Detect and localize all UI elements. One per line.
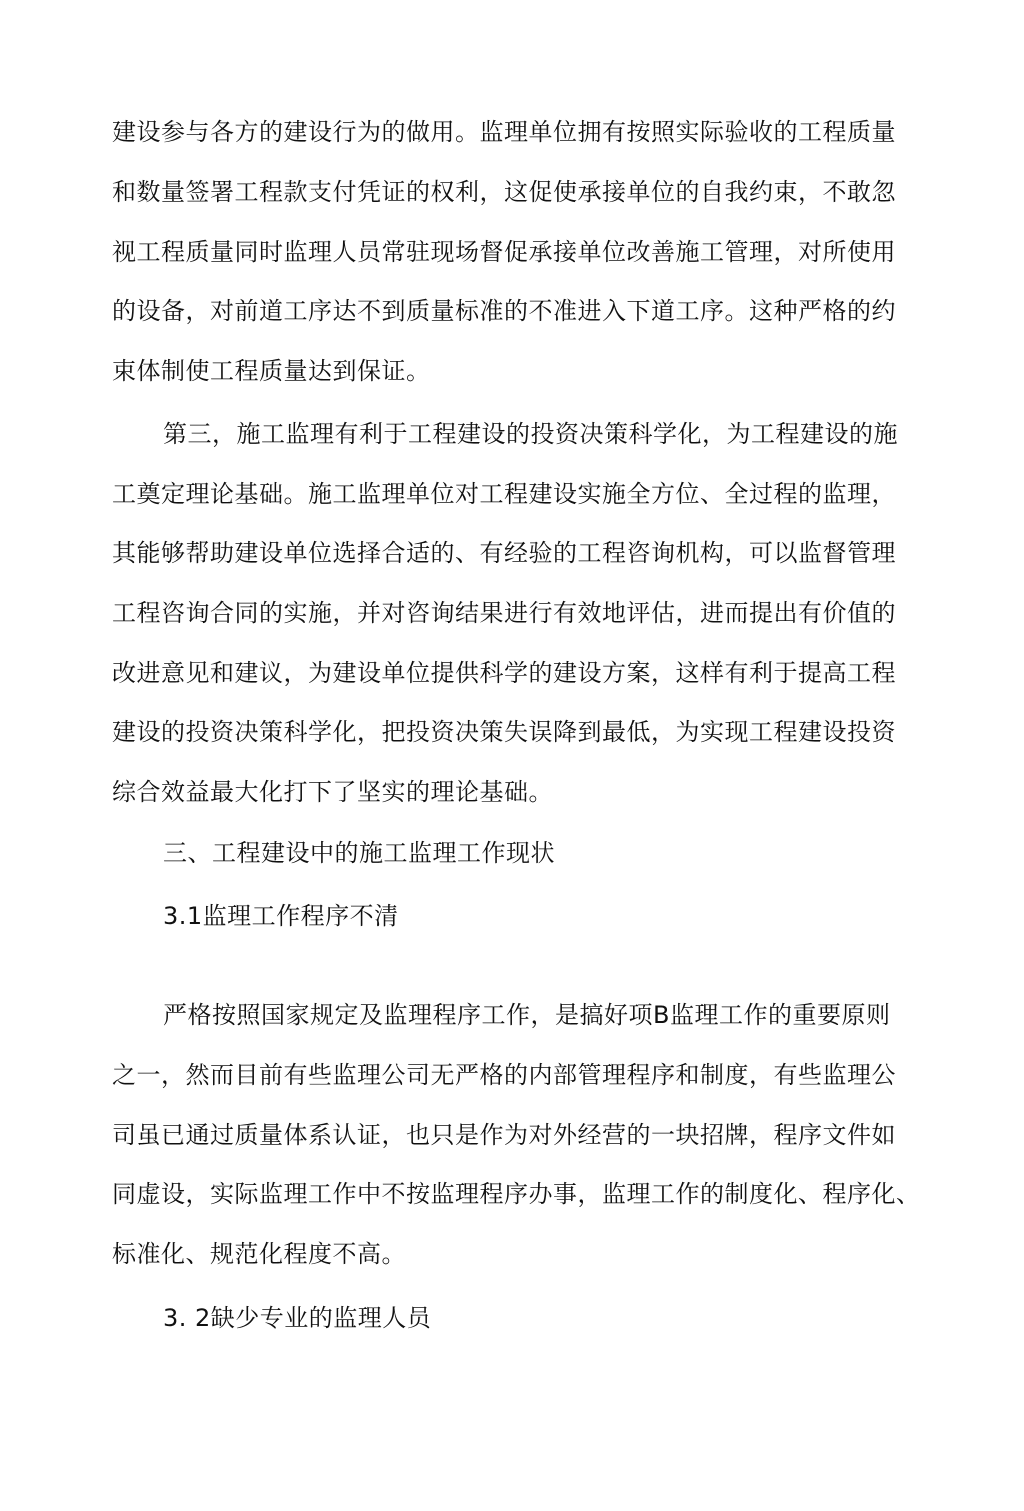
text-line: 建设的投资决策科学化，把投资决策失误降到最低，为实现工程建设投资 (112, 718, 896, 746)
text-line: 视工程质量同时监理人员常驻现场督促承接单位改善施工管理，对所使用 (112, 238, 896, 266)
text-line: 束体制使工程质量达到保证。 (112, 357, 431, 385)
subheading-2: 3. 2缺少专业的监理人员 (163, 1304, 432, 1332)
text-line: 同虚设，实际监理工作中不按监理程序办事，监理工作的制度化、程序化、 (112, 1180, 921, 1208)
text-line: 之一，然而目前有些监理公司无严格的内部管理程序和制度，有些监理公 (112, 1061, 896, 1089)
text-line: 严格按照国家规定及监理程序工作，是搞好项B监理工作的重要原则 (163, 1001, 891, 1029)
text-line: 司虽已通过质量体系认证，也只是作为对外经营的一块招牌，程序文件如 (112, 1121, 896, 1149)
text-line: 工程咨询合同的实施，并对咨询结果进行有效地评估，进而提出有价值的 (112, 599, 896, 627)
text-line: 建设参与各方的建设行为的做用。监理单位拥有按照实际验收的工程质量 (112, 118, 896, 146)
text-line: 改进意见和建议，为建设单位提供科学的建设方案，这样有利于提高工程 (112, 659, 896, 687)
text-line: 和数量签署工程款支付凭证的权利，这促使承接单位的自我约束，不敢忽 (112, 178, 896, 206)
text-line: 综合效益最大化打下了坚实的理论基础。 (112, 778, 553, 806)
text-line: 标准化、规范化程度不高。 (112, 1240, 406, 1268)
subheading-1: 3.1监理工作程序不清 (163, 902, 399, 930)
text-line: 的设备，对前道工序达不到质量标准的不准进入下道工序。这种严格的约 (112, 297, 896, 325)
text-line: 第三，施工监理有利于工程建设的投资决策科学化，为工程建设的施 (163, 420, 898, 448)
section-heading: 三、工程建设中的施工监理工作现状 (163, 839, 555, 867)
text-line: 工奠定理论基础。施工监理单位对工程建设实施全方位、全过程的监理， (112, 480, 896, 508)
text-line: 其能够帮助建设单位选择合适的、有经验的工程咨询机构，可以监督管理 (112, 539, 896, 567)
